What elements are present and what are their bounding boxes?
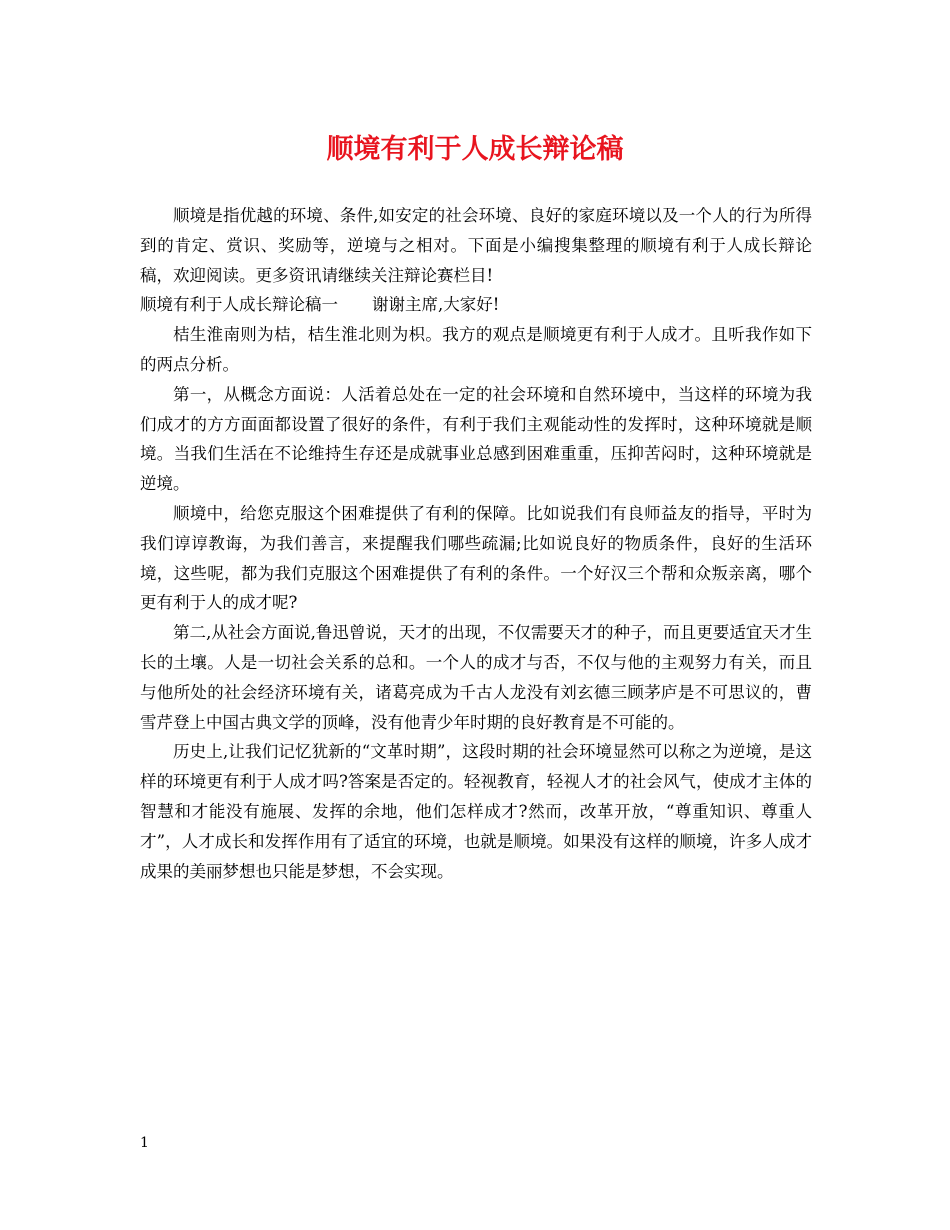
intro-paragraph: 顺境是指优越的环境、条件,如安定的社会环境、良好的家庭环境以及一个人的行为所得到的肯定、赏识、奖励等，逆境与之相对。下面是小编搜集整理的顺境有利于人成长辩论稿，欢迎阅读。更多资讯请继续关注辩论赛栏目! — [140, 206, 812, 285]
document-title: 顺境有利于人成长辩论稿 — [326, 134, 624, 165]
paragraph-2: 第一，从概念方面说：人活着总处在一定的社会环境和自然环境中，当这样的环境为我们成才的方方面面都设置了很好的条件，有利于我们主观能动性的发挥时，这种环境就是顺境。当我们生活在不论维持生存还是成就事业总感到困难重重，压抑苦闷时，这种环境就是逆境。 — [140, 384, 812, 494]
page-number: 1 — [140, 1135, 149, 1151]
paragraph-5: 历史上,让我们记忆犹新的“文革时期”，这段时期的社会环境显然可以称之为逆境，是这样的环境更有利于人成才吗?答案是否定的。轻视教育，轻视人才的社会风气，使成才主体的智慧和才能没有施展、发挥的余地，他们怎样成才?然而，改革开放，“尊重知识、尊重人才”，人才成长和发挥作用有了适宜的环境，也就是顺境。如果没有这样的顺境，许多人成才成果的美丽梦想也只能是梦想，不会实现。 — [140, 742, 812, 881]
document-body — [140, 201, 812, 886]
section-heading-line — [140, 290, 812, 320]
paragraph-1: 桔生淮南则为桔，桔生淮北则为枳。我方的观点是顺境更有利于人成才。且听我作如下的两点分析。 — [140, 325, 812, 374]
paragraph-3: 顺境中，给您克服这个困难提供了有利的保障。比如说我们有良师益友的指导，平时为我们谆谆教诲，为我们善言，来提醒我们哪些疏漏;比如说良好的物质条件，良好的生活环境，这些呢，都为我们克服这个困难提供了有利的条件。一个好汉三个帮和众叛亲离，哪个更有利于人的成才呢? — [140, 503, 812, 613]
section-heading: 顺境有利于人成长辩论稿一 — [140, 295, 338, 315]
greeting-text: 谢谢主席,大家好! — [372, 295, 500, 315]
paragraph-4: 第二,从社会方面说,鲁迅曾说，天才的出现，不仅需要天才的种子，而且更要适宜天才生长的土壤。人是一切社会关系的总和。一个人的成才与否，不仅与他的主观努力有关，而且与他所处的社会经济环境有关，诸葛亮成为千古人龙没有刘玄德三顾茅庐是不可思议的，曹雪芹登上中国古典文学的顶峰，没有他青少年时期的良好教育是不可能的。 — [140, 623, 812, 732]
